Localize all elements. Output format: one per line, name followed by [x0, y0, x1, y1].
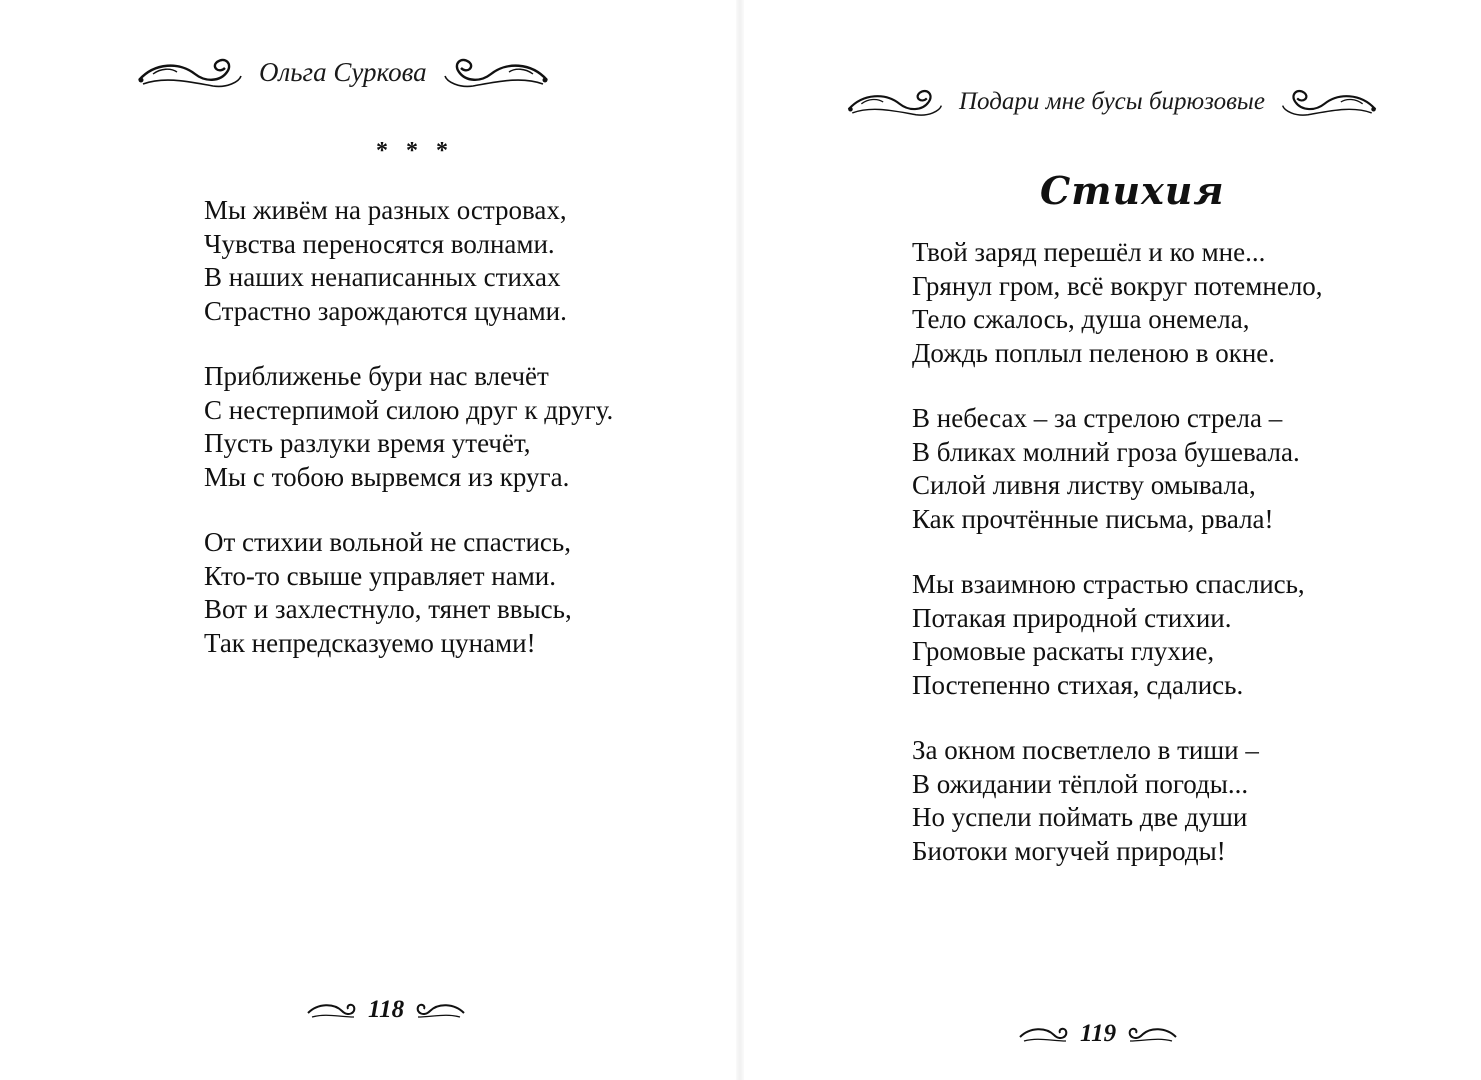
- book-title: Подари мне бусы бирюзовые: [959, 88, 1265, 115]
- stanza: [204, 526, 613, 660]
- poem-line: С нестерпимой силою друг к другу.: [204, 394, 614, 425]
- poem-line: Биотоки могучей природы!: [912, 835, 1226, 866]
- poem-line: Как прочтённые письма, рвала!: [912, 503, 1274, 534]
- page-number-119: 119: [1080, 1020, 1117, 1047]
- poem-line: Дождь поплыл пеленою в окне.: [912, 337, 1275, 368]
- poem-line: Мы с тобою вырвемся из круга.: [204, 461, 570, 492]
- poem-line: Громовые раскаты глухие,: [912, 636, 1215, 666]
- poem-line: Твой заряд перешёл и ко мне...: [912, 237, 1266, 267]
- poem-line: В небесах – за стрелою стрела –: [912, 403, 1283, 433]
- swirl-flourish-icon: [135, 52, 245, 92]
- poem-line: Тело сжалось, душа онемела,: [912, 304, 1250, 334]
- stanza: [912, 568, 1323, 702]
- poem-line: Приближенье бури нас влечёт: [204, 361, 549, 391]
- stanza: [912, 402, 1323, 536]
- poem-line: Потакая природной стихии.: [912, 602, 1232, 633]
- poem-line: Грянул гром, всё вокруг потемнело,: [912, 270, 1323, 301]
- author-name: Ольга Суркова: [259, 56, 427, 87]
- poem-line: За окном посветлело в тиши –: [912, 735, 1259, 765]
- right-poem: [912, 236, 1323, 900]
- poem-line: Мы живём на разных островах,: [204, 195, 567, 225]
- poem-line: В ожидании тёплой погоды...: [912, 768, 1249, 799]
- poem-title: Стихия: [1040, 168, 1225, 213]
- small-flourish-icon: [1018, 1023, 1070, 1045]
- stanza: [204, 194, 613, 328]
- poem-line: Так непредсказуемо цунами!: [204, 627, 536, 658]
- page-number-118: 118: [368, 996, 405, 1023]
- poem-line: Силой ливня листву омывала,: [912, 470, 1256, 500]
- poem-line: Мы взаимною страстью спаслись,: [912, 569, 1305, 599]
- left-page-number: [306, 996, 466, 1024]
- swirl-flourish-icon: [1279, 82, 1379, 122]
- poem-line: Чувства переносятся волнами.: [204, 228, 555, 259]
- poem-line: Кто-то свыше управляет нами.: [204, 560, 556, 591]
- stanza: [912, 734, 1323, 868]
- left-poem: [204, 194, 613, 692]
- poem-line: В бликах молний гроза бушевала.: [912, 436, 1300, 467]
- poem-line: В наших ненаписанных стихах: [204, 262, 561, 292]
- poem-line: Пусть разлуки время утечёт,: [204, 428, 531, 458]
- stanza: [912, 236, 1323, 370]
- poem-line: Страстно зарождаются цунами.: [204, 295, 567, 326]
- small-flourish-icon: [306, 999, 358, 1021]
- poem-line: От стихии вольной не спастись,: [204, 527, 571, 557]
- left-running-head: [135, 52, 551, 92]
- poem-line: Вот и захлестнуло, тянет ввысь,: [204, 594, 572, 624]
- right-page-number: [1018, 1020, 1178, 1048]
- swirl-flourish-icon: [845, 82, 945, 122]
- stanza: [204, 360, 613, 494]
- section-separator: * * *: [376, 138, 454, 164]
- book-gutter: [736, 0, 744, 1080]
- small-flourish-icon: [1126, 1023, 1178, 1045]
- swirl-flourish-icon: [441, 52, 551, 92]
- poem-line: Постепенно стихая, сдались.: [912, 669, 1244, 700]
- right-running-head: [845, 82, 1379, 122]
- small-flourish-icon: [414, 999, 466, 1021]
- poem-line: Но успели поймать две души: [912, 802, 1248, 832]
